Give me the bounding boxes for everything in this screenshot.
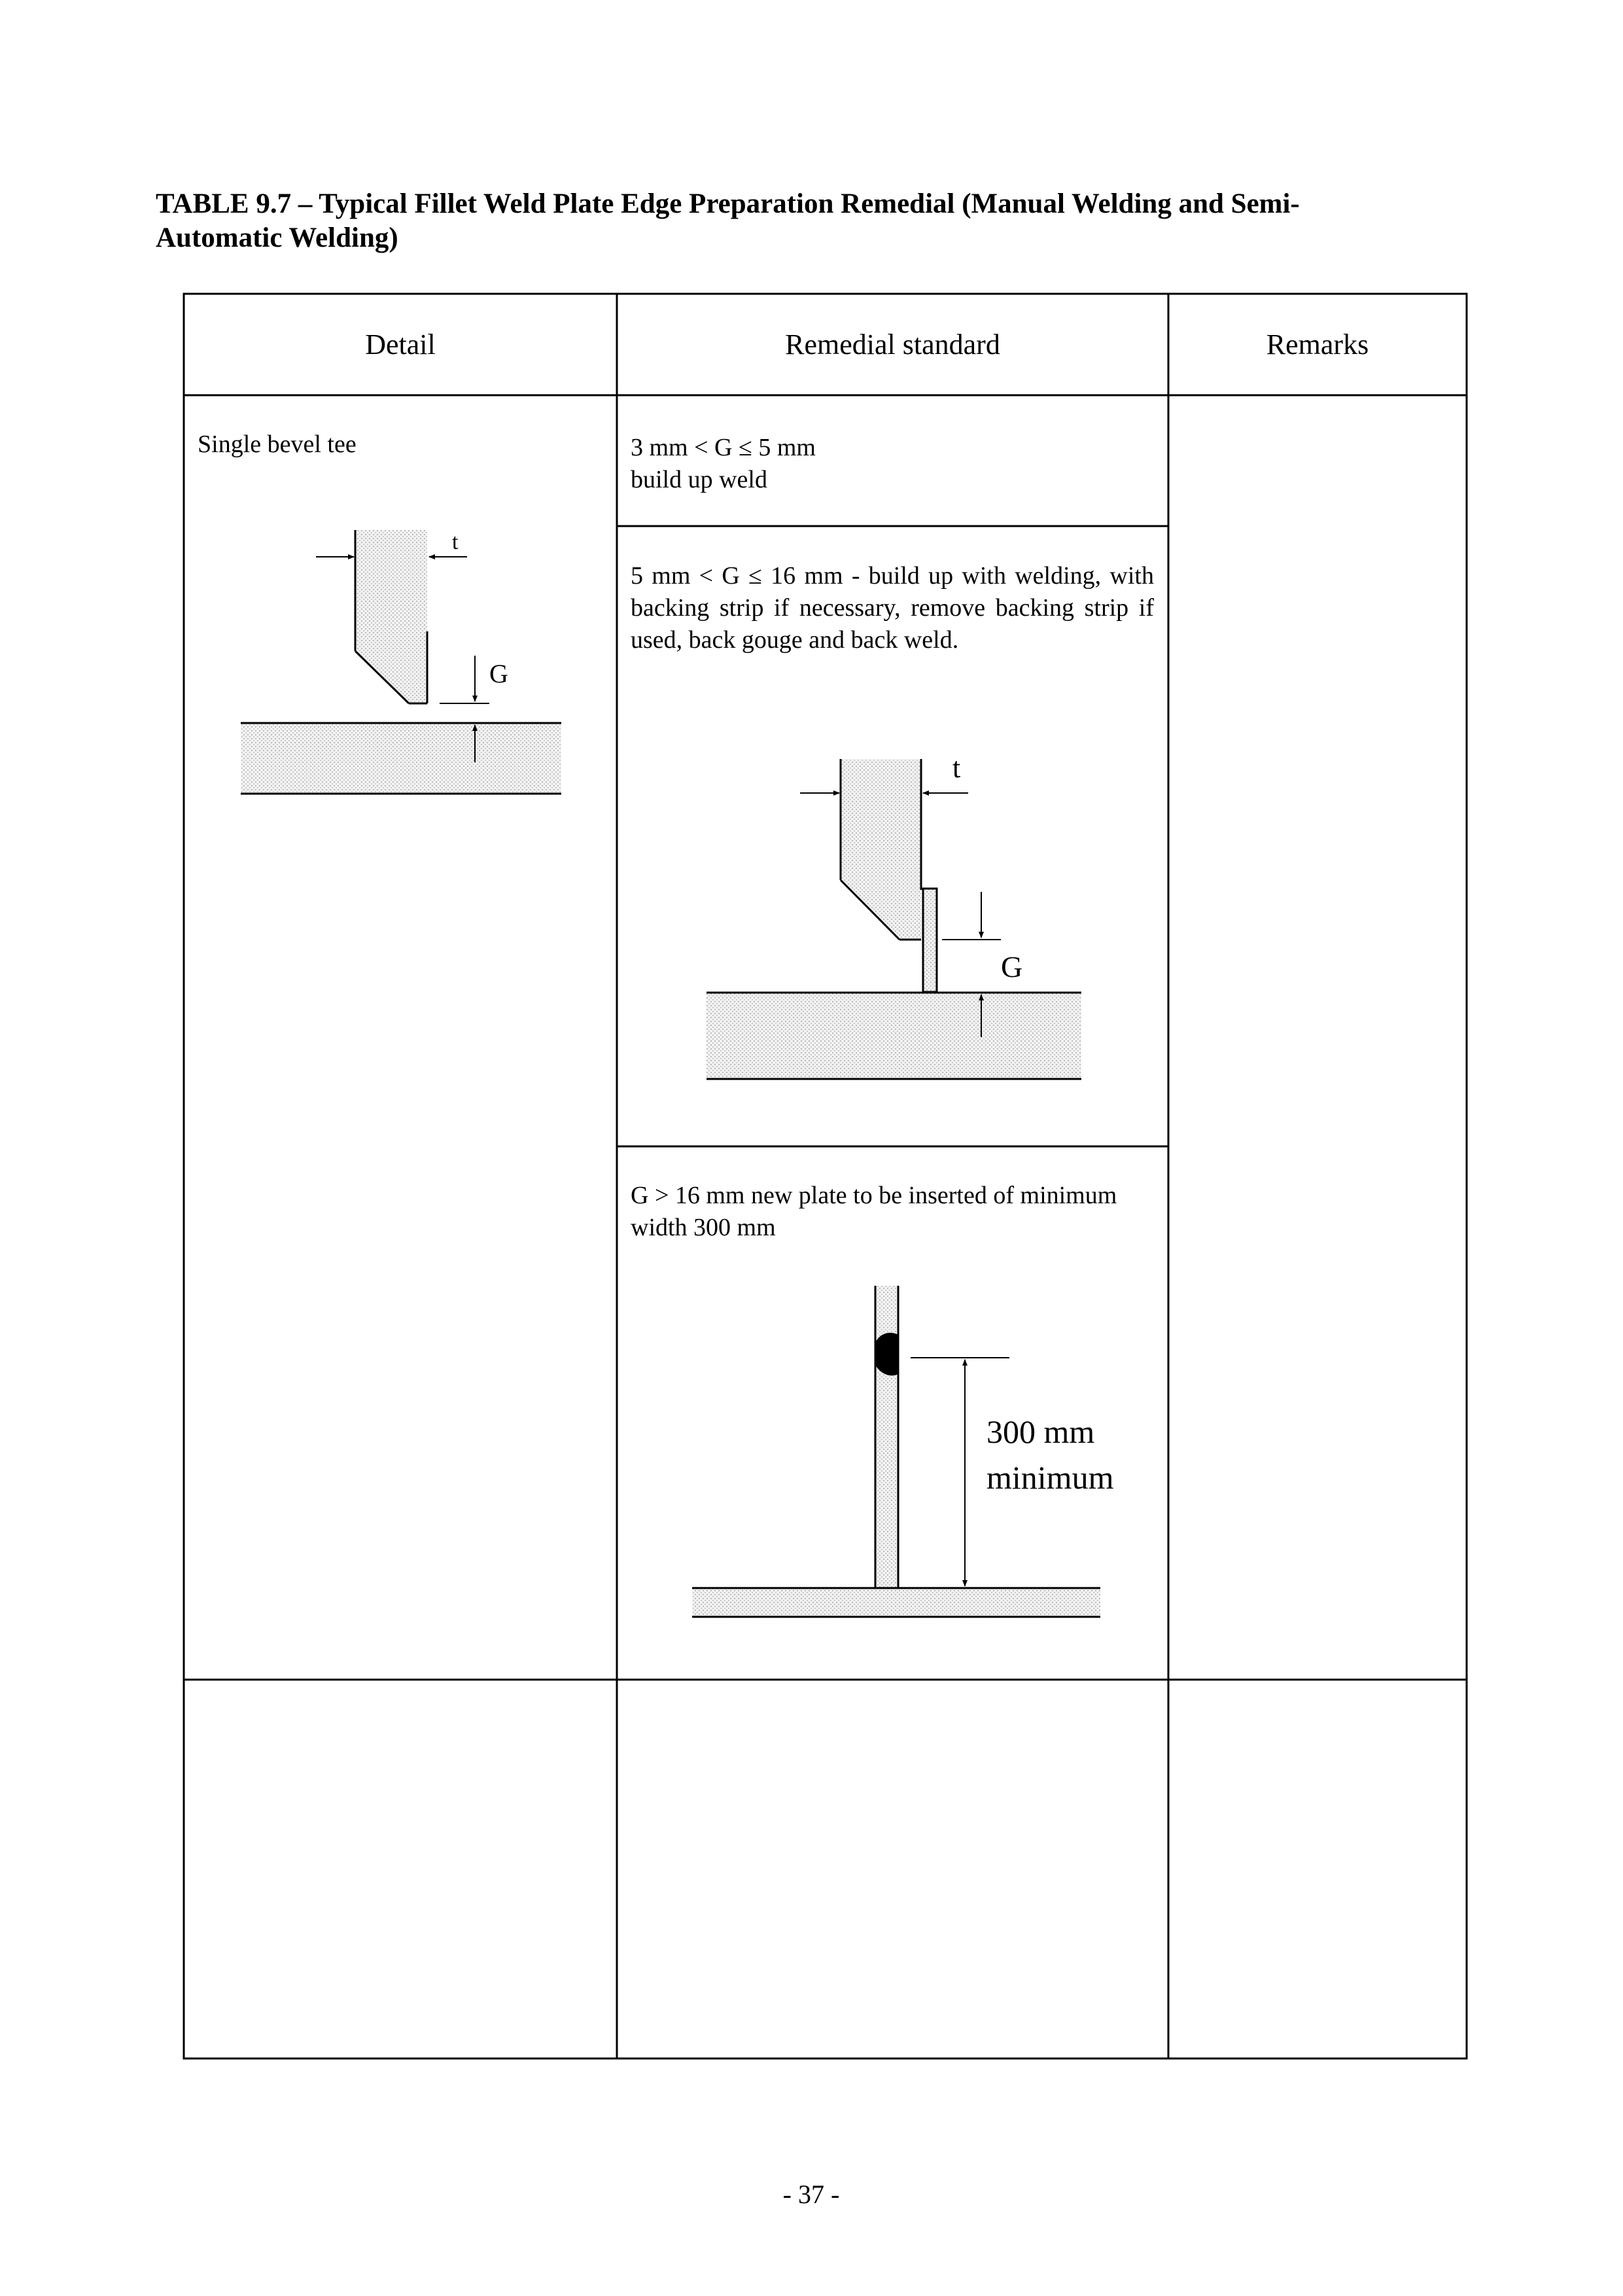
dimension-label-300mm: 300 mm bbox=[986, 1413, 1095, 1450]
page-number: - 37 - bbox=[782, 2180, 840, 2209]
remedial-case-3: G > 16 mm new plate to be inserted of minimum width 300 mm bbox=[631, 1182, 1117, 1241]
detail-cell-text: Single bevel tee bbox=[198, 431, 357, 458]
remedial-case-2: 5 mm < G ≤ 16 mm - build up with welding, with backing strip if necessary, remove backing strip if used, back gouge and back weld. bbox=[631, 562, 1154, 654]
header-detail: Detail bbox=[365, 328, 436, 361]
gap-label: G bbox=[1001, 950, 1023, 983]
backing-strip bbox=[923, 889, 937, 992]
thickness-label: t bbox=[452, 530, 459, 554]
page-title: TABLE 9.7 – Typical Fillet Weld Plate Edge Preparation Remedial (Manual Welding and Semi-Automatic Welding) bbox=[156, 188, 1300, 253]
dimension-label-minimum: minimum bbox=[986, 1459, 1114, 1496]
gap-label: G bbox=[489, 659, 508, 688]
remedial-case-1: 3 mm < G ≤ 5 mm build up weld bbox=[631, 434, 816, 493]
thickness-label: t bbox=[952, 752, 961, 784]
header-remedial-standard: Remedial standard bbox=[785, 328, 1000, 361]
insert-plate-diagram bbox=[692, 1286, 1114, 1617]
weld-bead bbox=[875, 1333, 898, 1375]
header-remarks: Remarks bbox=[1266, 328, 1369, 361]
single-bevel-tee-diagram bbox=[241, 530, 561, 794]
backing-strip-diagram bbox=[707, 752, 1081, 1079]
